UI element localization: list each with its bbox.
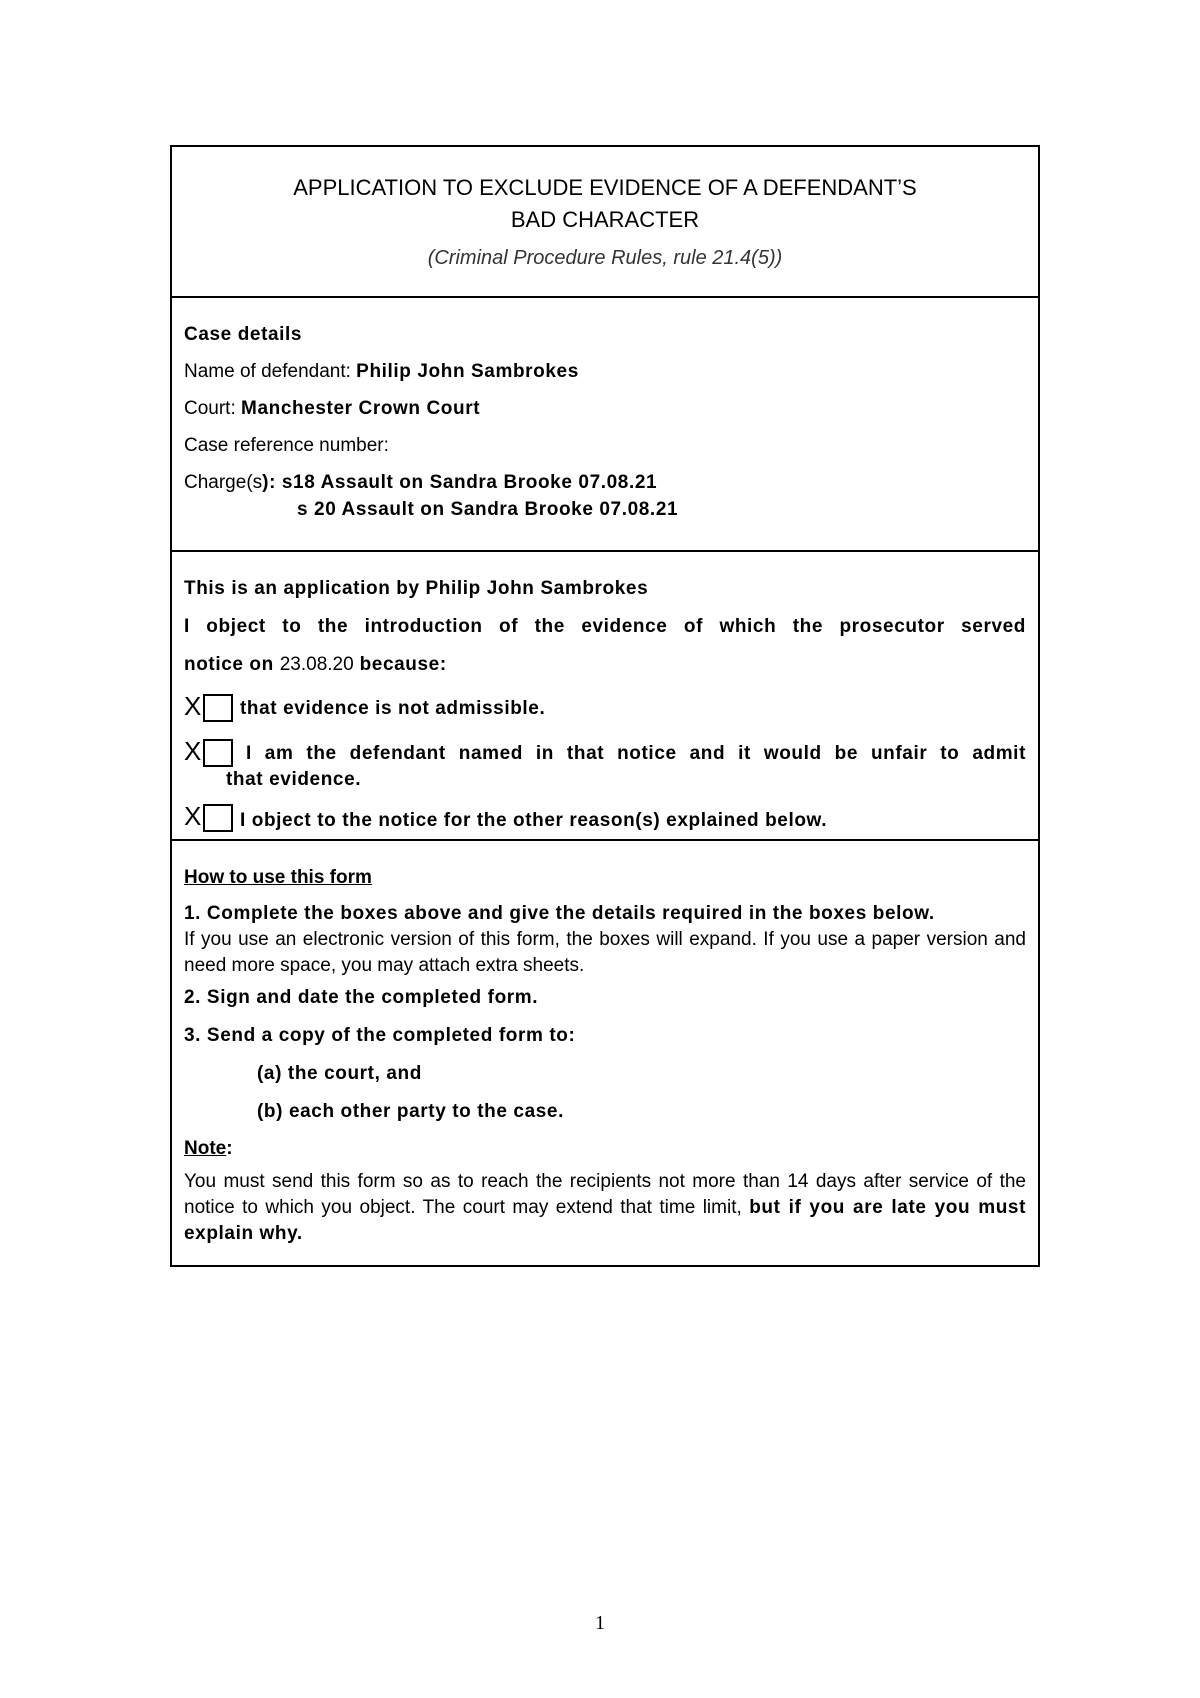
notice-suffix: because: xyxy=(353,654,447,675)
step3: 3. Send a copy of the completed form to: xyxy=(184,1025,576,1046)
note-colon: : xyxy=(226,1138,233,1159)
defendant-label: Name of defendant: xyxy=(184,361,357,382)
note-paragraph xyxy=(184,1169,1026,1247)
application-by: This is an application by Philip John Sambrokes xyxy=(184,578,649,599)
note-label: Note xyxy=(184,1138,227,1159)
option3-text: I object to the notice for the other reason(s) explained below. xyxy=(240,810,828,831)
form-header xyxy=(172,147,1038,298)
form-title-line1: APPLICATION TO EXCLUDE EVIDENCE OF A DEFENDANT’S xyxy=(293,175,917,200)
objection-line1: I object to the introduction of the evidence of which the prosecutor served xyxy=(184,616,1026,637)
step2: 2. Sign and date the completed form. xyxy=(184,987,539,1008)
application-form xyxy=(170,145,1040,1267)
court-row xyxy=(184,398,1026,420)
notice-row xyxy=(184,654,1026,676)
option2-mark: X xyxy=(184,736,202,766)
option3-mark: X xyxy=(184,801,202,831)
court-label: Court: xyxy=(184,398,242,419)
option2-text-line2: that evidence. xyxy=(226,769,362,790)
case-ref-label: Case reference number: xyxy=(184,435,389,456)
option1-mark: X xyxy=(184,691,202,721)
option2-text-line1: I am the defendant named in that notice and it would be unfair to admit xyxy=(246,743,1026,764)
rule-reference: (Criminal Procedure Rules, rule 21.4(5)) xyxy=(427,247,783,269)
charges-label: Charge(s xyxy=(184,472,263,493)
form-title-line2: BAD CHARACTER xyxy=(510,207,700,232)
instructions-heading: How to use this form xyxy=(184,867,372,888)
defendant-value: Philip John Sambrokes xyxy=(356,361,579,382)
court-value: Manchester Crown Court xyxy=(241,398,481,419)
step1-heading: 1. Complete the boxes above and give the details required in the boxes below. xyxy=(184,903,935,924)
option1-checkbox[interactable] xyxy=(203,694,233,722)
option2-checkbox[interactable] xyxy=(203,739,233,767)
step3a: (a) the court, and xyxy=(257,1063,422,1084)
charge-1: s18 Assault on Sandra Brooke 07.08.21 xyxy=(281,472,658,493)
notice-prefix: notice on xyxy=(184,654,280,675)
option3-checkbox[interactable] xyxy=(203,804,233,832)
page-number: 1 xyxy=(595,1612,605,1634)
notice-date: 23.08.20 xyxy=(279,654,354,675)
charges-row xyxy=(184,472,1026,494)
step3b: (b) each other party to the case. xyxy=(257,1101,564,1122)
note-emphasis: but if you are late you must explain why. xyxy=(184,1197,1026,1244)
option1-text: that evidence is not admissible. xyxy=(240,698,546,719)
defendant-row xyxy=(184,361,1026,383)
instructions-section xyxy=(172,841,1038,1265)
note-text: You must send this form so as to reach the recipients not more than 14 days after service of the notice to which you object. The court may extend that time limit, xyxy=(184,1171,1026,1218)
charge-2: s 20 Assault on Sandra Brooke 07.08.21 xyxy=(297,499,679,520)
charges-label-end: ): xyxy=(262,472,282,493)
case-details-section xyxy=(172,298,1038,552)
case-details-heading: Case details xyxy=(184,324,303,345)
step1-text: If you use an electronic version of this form, the boxes will expand. If you use a paper version and need more space, you may attach extra sheets. xyxy=(184,929,1026,976)
application-section xyxy=(172,552,1038,841)
note-heading xyxy=(184,1138,1026,1160)
